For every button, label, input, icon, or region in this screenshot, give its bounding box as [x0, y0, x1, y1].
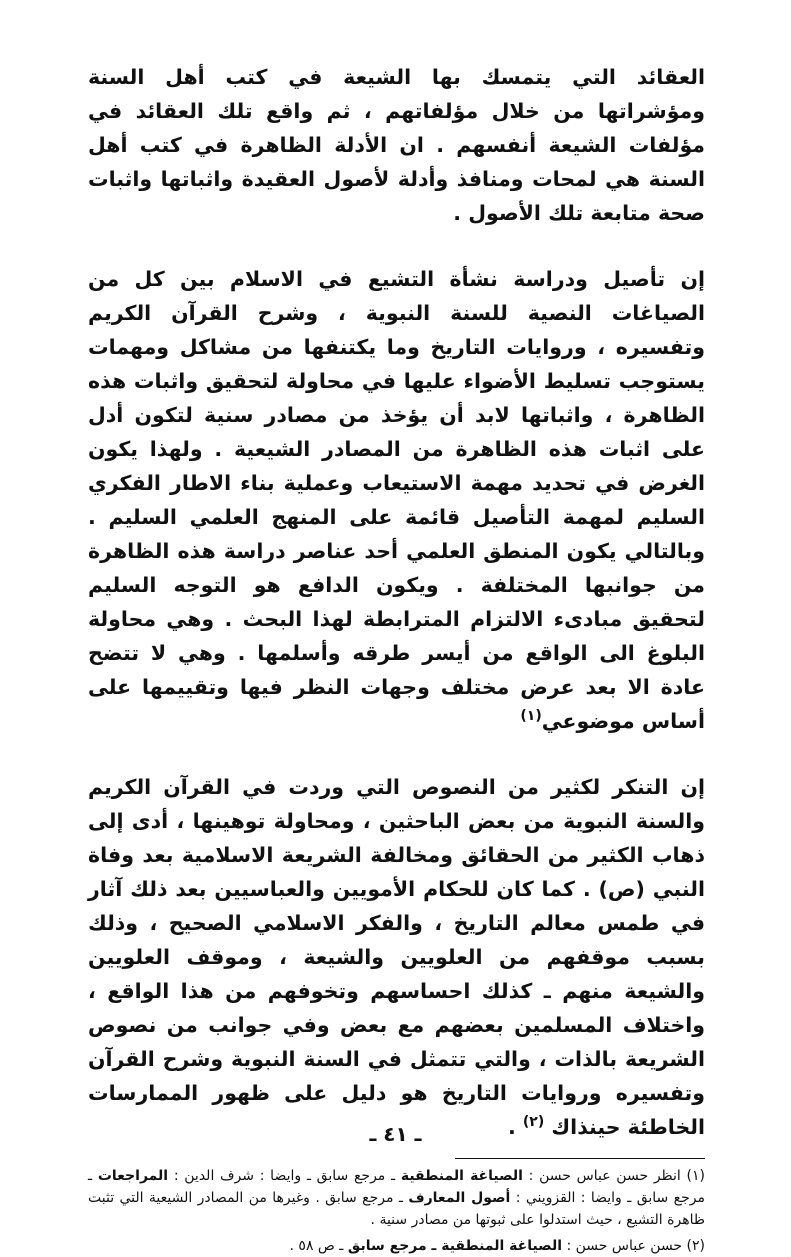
- footnote-1-part-a: (١) انظر حسن عباس حسن :: [522, 1168, 705, 1184]
- footnote-ref-2[interactable]: (٢): [522, 1114, 545, 1131]
- footnote-2-part-c: ـ ص ٥٨ .: [289, 1238, 348, 1254]
- footnote-1-part-c: ـ مرجع سابق ـ وايضا : شرف الدين :: [168, 1168, 401, 1184]
- footnote-1-title-1: الصياغة المنطقية: [400, 1168, 523, 1184]
- footnote-ref-1[interactable]: (١): [520, 708, 542, 725]
- paragraph-2-text: إن تأصيل ودراسة نشأة التشيع في الاسلام بين كل من الصياغات النصية للسنة النبوية ، وشرح القرآن الكريم وتفسيره ، وروايات التاريخ وما يكتنفها من مشاكل ومهمات يستوجب تسليط الأضواء عليها في محاولة لتحقيق واثبات هذه الظاهرة ، واثباتها لابد أن يؤخذ من مصادر سنية لتكون أدل على اثبات هذه الظاهرة من المصادر الشيعية . ولهذا يكون الغرض في تحديد مهمة الاستيعاب وعملية بناء الاطار الفكري السليم لمهمة التأصيل قائمة على المنهج العلمي السليم . وبالتالي يكون المنطق العلمي أحد عناصر دراسة هذه الظاهرة من جوانبها المختلفة . ويكون الدافع هو التوجه السليم لتحقيق مبادىء الالتزام المترابطة لهذا البحث . وهي محاولة البلوغ الى الواقع من أيسر طرقه وأسلمها . وهي لا تتضح عادة الا بعد عرض مختلف وجهات النظر فيها وتقييمها على أساس موضوعي: [88, 267, 705, 733]
- footnote-1-part-g: ـ مرجع سابق . وغيرها من المصادر الشيعية التي تثبت ظاهرة التشيع ، حيث استدلوا على ثبوتها من مصادر سنية .: [88, 1190, 705, 1228]
- footnotes: [88, 1165, 705, 1257]
- footnote-1-part-e: ـ مرجع سابق ـ وايضا : القزويني :: [88, 1168, 705, 1206]
- footnote-divider: [455, 1158, 705, 1159]
- footnote-2-part-a: (٢) حسن عباس حسن :: [562, 1238, 705, 1254]
- page-number: ـ ٤١ ـ: [369, 1122, 422, 1146]
- paragraph-3-tail: .: [507, 1115, 523, 1139]
- footnote-2: [88, 1235, 705, 1257]
- paragraph-1: العقائد التي يتمسك بها الشيعة في كتب أهل السنة ومؤشراتها من خلال مؤلفاتهم ، ثم واقع تلك العقائد في مؤلفات الشيعة أنفسهم . ان الأدلة الظاهرة في كتب أهل السنة هي لمحات ومنافذ وأدلة لأصول العقيدة واثباتها واثبات صحة متابعة تلك الأصول .: [88, 65, 705, 225]
- footnote-1-title-2: المراجعات: [97, 1168, 169, 1184]
- paragraph-3: [88, 770, 705, 1144]
- paragraph-3-text: إن التنكر لكثير من النصوص التي وردت في القرآن الكريم والسنة النبوية من بعض الباحثين ، ومحاولة توهينها ، أدى إلى ذهاب الكثير من الحقائق ومخالفة الشريعة الاسلامية بعد وفاة النبي (ص) . كما كان للحكام الأمويين والعباسيين بعد ذلك آثار في طمس معالم التاريخ ، والفكر الاسلامي الصحيح ، وذلك بسبب موقفهم من العلويين والشيعة ، وموقف العلويين والشيعة منهم ـ كذلك احساسهم وتخوفهم من هذا الواقع ، واختلاف المسلمين بعضهم مع بعض وفي جوانب من نصوص الشريعة بالذات ، والتي تتمثل في السنة النبوية وشرح القرآن وتفسيره وروايات التاريخ هو دليل على ظهور الممارسات الخاطئة حينذاك: [88, 775, 705, 1139]
- footnote-1-title-3: أصول المعارف: [408, 1190, 511, 1206]
- footnote-1: [88, 1165, 705, 1231]
- footnote-2-title: الصياغة المنطقية ـ مرجع سابق: [347, 1238, 563, 1254]
- paragraph-2: [88, 262, 705, 738]
